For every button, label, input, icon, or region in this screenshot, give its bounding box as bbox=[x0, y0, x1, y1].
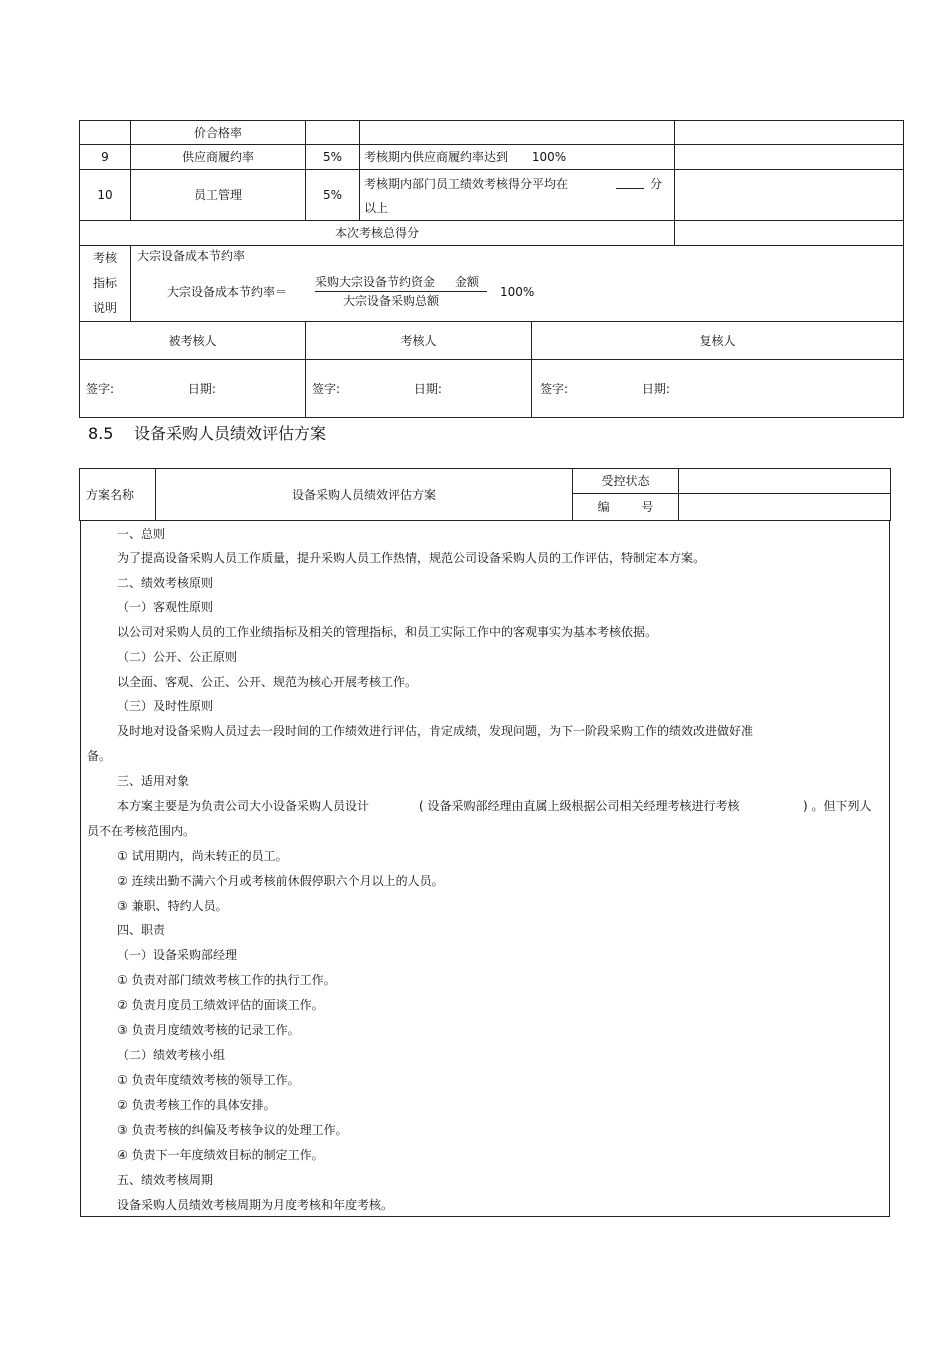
table-row bbox=[80, 221, 904, 246]
subheading: （一）设备采购部经理 bbox=[117, 948, 238, 962]
table-row bbox=[80, 322, 904, 360]
heading-general: 一、总则 bbox=[117, 527, 166, 541]
heading-cycle: 五、绩效考核周期 bbox=[117, 1173, 214, 1187]
row-no: 9 bbox=[80, 145, 131, 170]
row-score bbox=[675, 121, 904, 145]
indicator-label-3: 说明 bbox=[92, 301, 117, 315]
date-label: 日期: bbox=[413, 381, 442, 396]
numerator-text: 采购大宗设备节约资金 bbox=[315, 275, 436, 289]
total-score-label: 本次考核总得分 bbox=[80, 221, 675, 246]
paragraph-cont: 备。 bbox=[87, 749, 112, 763]
row-standard bbox=[360, 121, 675, 145]
list-item: ③ 负责月度绩效考核的记录工作。 bbox=[117, 1023, 300, 1037]
indicator-label bbox=[80, 246, 131, 322]
control-status-value[interactable] bbox=[679, 469, 891, 494]
signoff-cell[interactable] bbox=[532, 360, 904, 418]
subheading: （二）绩效考核小组 bbox=[117, 1048, 226, 1062]
code-label-b: 号 bbox=[641, 500, 654, 514]
signoff-cell[interactable] bbox=[80, 360, 306, 418]
list-item: ② 负责考核工作的具体安排。 bbox=[117, 1098, 276, 1112]
paragraph: 以公司对采购人员的工作业绩指标及相关的管理指标，和员工实际工作中的客观事实为基本考核依据。 bbox=[117, 625, 658, 639]
table-row bbox=[80, 170, 904, 221]
formula-lhs: 大宗设备成本节约率＝ bbox=[167, 285, 288, 299]
row-item: 价合格率 bbox=[131, 121, 306, 145]
subheading: （二）公开、公正原则 bbox=[117, 650, 238, 664]
list-item: ① 负责年度绩效考核的领导工作。 bbox=[117, 1073, 300, 1087]
paragraph: 设备采购人员绩效考核周期为月度考核和年度考核。 bbox=[117, 1198, 394, 1212]
list-item: ③ 负责考核的纠偏及考核争议的处理工作。 bbox=[117, 1123, 348, 1137]
row-standard bbox=[360, 170, 675, 221]
indicator-label-2: 指标 bbox=[92, 276, 117, 290]
paragraph: 本方案主要是为负责公司大小设备采购人员设计 bbox=[117, 799, 370, 813]
row-score bbox=[675, 170, 904, 221]
table-row bbox=[80, 360, 904, 418]
indicator-title: 大宗设备成本节约率 bbox=[137, 249, 246, 263]
list-item: ④ 负责下一年度绩效目标的制定工作。 bbox=[117, 1148, 324, 1162]
paragraph: 以全面、客观、公正、公开、规范为核心开展考核工作。 bbox=[117, 675, 418, 689]
sign-label: 签字: bbox=[540, 381, 569, 396]
standard-unit: 分 bbox=[650, 177, 663, 191]
row-weight bbox=[306, 121, 360, 145]
plan-body bbox=[80, 521, 890, 1217]
section-title bbox=[88, 421, 326, 444]
standard-text: 考核期内供应商履约率达到 bbox=[364, 150, 509, 164]
row-no: 10 bbox=[80, 170, 131, 221]
standard-value: 100% bbox=[531, 150, 567, 164]
row-standard bbox=[360, 145, 675, 170]
plan-name-label: 方案名称 bbox=[80, 469, 156, 521]
row-item: 供应商履约率 bbox=[131, 145, 306, 170]
code-label bbox=[573, 494, 679, 521]
signoff-header: 被考核人 bbox=[80, 322, 306, 360]
code-label-a: 编 bbox=[597, 500, 610, 514]
standard-text: 考核期内部门员工绩效考核得分平均在 bbox=[364, 177, 569, 191]
list-item: ① 试用期内，尚未转正的员工。 bbox=[117, 849, 288, 863]
row-weight: 5% bbox=[306, 170, 360, 221]
numerator-unit: 金额 bbox=[454, 275, 479, 289]
sign-label: 签字: bbox=[86, 381, 115, 396]
section-title-text: 设备采购人员绩效评估方案 bbox=[134, 424, 327, 443]
indicator-label-1: 考核 bbox=[92, 251, 117, 265]
total-score-value bbox=[675, 221, 904, 246]
row-no bbox=[80, 121, 131, 145]
paragraph: 及时地对设备采购人员过去一段时间的工作绩效进行评估，肯定成绩，发现问题，为下一阶段采购工作的绩效改进做好准 bbox=[117, 724, 754, 738]
control-status-label: 受控状态 bbox=[573, 469, 679, 494]
signoff-table bbox=[79, 321, 904, 418]
paragraph-note: ( 设备采购部经理由直属上级根据公司相关经理考核进行考核 bbox=[419, 799, 740, 813]
date-label: 日期: bbox=[641, 381, 670, 396]
heading-duties: 四、职责 bbox=[117, 923, 166, 937]
list-item: ② 连续出勤不满六个月或考核前休假停职六个月以上的人员。 bbox=[117, 874, 444, 888]
blank-underline bbox=[616, 188, 644, 189]
paragraph: 为了提高设备采购人员工作质量，提升采购人员工作热情，规范公司设备采购人员的工作评估，特制定本方案。 bbox=[117, 551, 706, 565]
signoff-header: 考核人 bbox=[306, 322, 532, 360]
list-item: ① 负责对部门绩效考核工作的执行工作。 bbox=[117, 973, 336, 987]
heading-principles: 二、绩效考核原则 bbox=[117, 576, 214, 590]
row-score bbox=[675, 145, 904, 170]
table-row bbox=[80, 145, 904, 170]
formula-denominator: 大宗设备采购总额 bbox=[343, 294, 440, 308]
list-item: ② 负责月度员工绩效评估的面谈工作。 bbox=[117, 998, 324, 1012]
date-label: 日期: bbox=[187, 381, 216, 396]
table-row bbox=[80, 121, 904, 145]
subheading: （一）客观性原则 bbox=[117, 600, 214, 614]
section-number: 8.5 bbox=[88, 424, 114, 443]
paragraph-note-end: ) 。但下列人 bbox=[803, 799, 872, 813]
heading-scope: 三、适用对象 bbox=[117, 774, 190, 788]
code-value[interactable] bbox=[679, 494, 891, 521]
standard-text-cont: 以上 bbox=[364, 201, 389, 215]
kpi-table bbox=[79, 120, 904, 322]
list-item: ③ 兼职、特约人员。 bbox=[117, 899, 228, 913]
subheading: （三）及时性原则 bbox=[117, 699, 214, 713]
row-weight: 5% bbox=[306, 145, 360, 170]
plan-header-table bbox=[79, 468, 891, 521]
paragraph-cont: 员不在考核范围内。 bbox=[87, 824, 196, 838]
formula-factor: 100% bbox=[500, 285, 535, 299]
signoff-header: 复核人 bbox=[532, 322, 904, 360]
indicator-description bbox=[131, 246, 904, 322]
signoff-cell[interactable] bbox=[306, 360, 532, 418]
sign-label: 签字: bbox=[312, 381, 341, 396]
table-row bbox=[80, 246, 904, 322]
plan-name-value: 设备采购人员绩效评估方案 bbox=[156, 469, 573, 521]
formula-numerator bbox=[315, 274, 487, 292]
row-item: 员工管理 bbox=[131, 170, 306, 221]
